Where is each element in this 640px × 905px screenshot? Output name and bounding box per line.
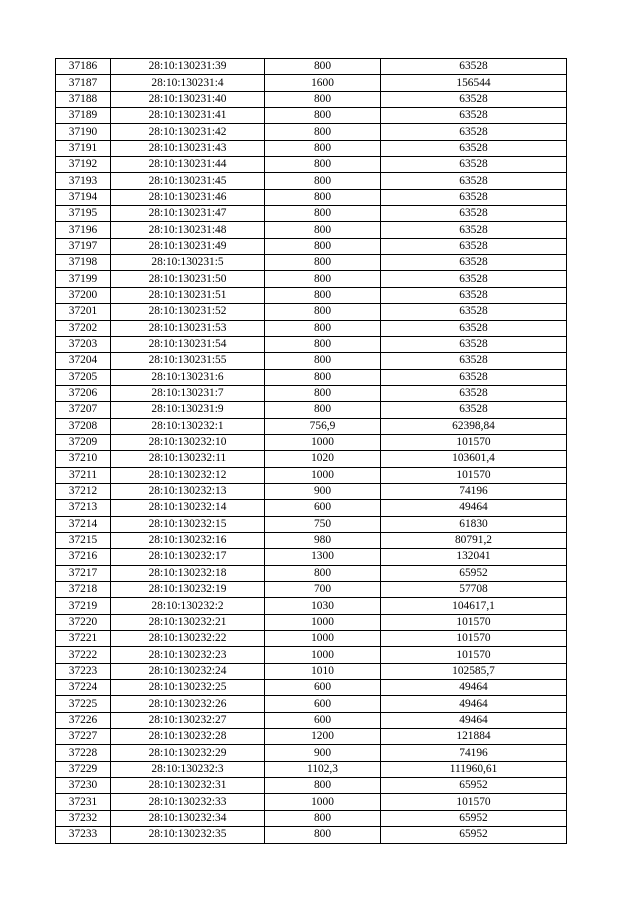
table-row — [56, 222, 567, 238]
table-row — [56, 59, 567, 75]
value-cell: 49464 — [381, 712, 567, 728]
value-cell: 63528 — [381, 206, 567, 222]
table-row — [56, 778, 567, 794]
area-cell: 700 — [265, 582, 381, 598]
cadastral-number-cell: 28:10:130231:40 — [111, 91, 265, 107]
area-cell: 1102,3 — [265, 761, 381, 777]
row-number-cell: 37226 — [56, 712, 111, 728]
row-number-cell: 37201 — [56, 304, 111, 320]
value-cell: 156544 — [381, 75, 567, 91]
table-row — [56, 680, 567, 696]
table-row — [56, 500, 567, 516]
row-number-cell: 37222 — [56, 647, 111, 663]
area-cell: 1020 — [265, 451, 381, 467]
table-row — [56, 582, 567, 598]
table-row — [56, 91, 567, 107]
row-number-cell: 37232 — [56, 810, 111, 826]
cadastral-number-cell: 28:10:130232:15 — [111, 516, 265, 532]
row-number-cell: 37229 — [56, 761, 111, 777]
row-number-cell: 37224 — [56, 680, 111, 696]
table-row — [56, 810, 567, 826]
area-cell: 800 — [265, 385, 381, 401]
table-row — [56, 287, 567, 303]
value-cell: 63528 — [381, 287, 567, 303]
value-cell: 104617,1 — [381, 598, 567, 614]
cadastral-number-cell: 28:10:130232:26 — [111, 696, 265, 712]
table-row — [56, 712, 567, 728]
row-number-cell: 37228 — [56, 745, 111, 761]
cadastral-number-cell: 28:10:130231:55 — [111, 353, 265, 369]
value-cell: 132041 — [381, 549, 567, 565]
area-cell: 800 — [265, 124, 381, 140]
row-number-cell: 37186 — [56, 59, 111, 75]
table-row — [56, 647, 567, 663]
row-number-cell: 37199 — [56, 271, 111, 287]
table-row — [56, 483, 567, 499]
value-cell: 103601,4 — [381, 451, 567, 467]
value-cell: 63528 — [381, 336, 567, 352]
row-number-cell: 37194 — [56, 189, 111, 205]
area-cell: 750 — [265, 516, 381, 532]
area-cell: 756,9 — [265, 418, 381, 434]
area-cell: 800 — [265, 59, 381, 75]
row-number-cell: 37205 — [56, 369, 111, 385]
area-cell: 800 — [265, 222, 381, 238]
cadastral-number-cell: 28:10:130231:46 — [111, 189, 265, 205]
value-cell: 63528 — [381, 385, 567, 401]
area-cell: 900 — [265, 483, 381, 499]
cadastral-number-cell: 28:10:130231:44 — [111, 157, 265, 173]
data-table — [55, 58, 567, 844]
value-cell: 63528 — [381, 402, 567, 418]
area-cell: 1000 — [265, 631, 381, 647]
row-number-cell: 37219 — [56, 598, 111, 614]
table-row — [56, 516, 567, 532]
area-cell: 800 — [265, 402, 381, 418]
value-cell: 63528 — [381, 353, 567, 369]
value-cell: 49464 — [381, 500, 567, 516]
value-cell: 101570 — [381, 631, 567, 647]
cadastral-number-cell: 28:10:130231:5 — [111, 255, 265, 271]
table-row — [56, 271, 567, 287]
row-number-cell: 37193 — [56, 173, 111, 189]
area-cell: 1000 — [265, 467, 381, 483]
cadastral-number-cell: 28:10:130231:39 — [111, 59, 265, 75]
table-row — [56, 304, 567, 320]
area-cell: 800 — [265, 255, 381, 271]
value-cell: 102585,7 — [381, 663, 567, 679]
value-cell: 63528 — [381, 124, 567, 140]
area-cell: 980 — [265, 532, 381, 548]
table-row — [56, 189, 567, 205]
table-row — [56, 451, 567, 467]
table-row — [56, 434, 567, 450]
table-row — [56, 467, 567, 483]
value-cell: 62398,84 — [381, 418, 567, 434]
value-cell: 74196 — [381, 483, 567, 499]
cadastral-number-cell: 28:10:130231:45 — [111, 173, 265, 189]
row-number-cell: 37212 — [56, 483, 111, 499]
row-number-cell: 37211 — [56, 467, 111, 483]
value-cell: 101570 — [381, 467, 567, 483]
cadastral-number-cell: 28:10:130231:6 — [111, 369, 265, 385]
area-cell: 600 — [265, 696, 381, 712]
row-number-cell: 37218 — [56, 582, 111, 598]
area-cell: 800 — [265, 189, 381, 205]
table-row — [56, 729, 567, 745]
cadastral-number-cell: 28:10:130231:48 — [111, 222, 265, 238]
value-cell: 65952 — [381, 810, 567, 826]
cadastral-number-cell: 28:10:130232:25 — [111, 680, 265, 696]
area-cell: 1010 — [265, 663, 381, 679]
area-cell: 800 — [265, 369, 381, 385]
row-number-cell: 37203 — [56, 336, 111, 352]
cadastral-number-cell: 28:10:130231:51 — [111, 287, 265, 303]
table-row — [56, 385, 567, 401]
cadastral-number-cell: 28:10:130231:52 — [111, 304, 265, 320]
area-cell: 800 — [265, 304, 381, 320]
value-cell: 65952 — [381, 827, 567, 843]
cadastral-number-cell: 28:10:130232:28 — [111, 729, 265, 745]
row-number-cell: 37216 — [56, 549, 111, 565]
area-cell: 600 — [265, 712, 381, 728]
value-cell: 57708 — [381, 582, 567, 598]
cadastral-number-cell: 28:10:130231:47 — [111, 206, 265, 222]
area-cell: 800 — [265, 353, 381, 369]
row-number-cell: 37190 — [56, 124, 111, 140]
cadastral-number-cell: 28:10:130232:24 — [111, 663, 265, 679]
cadastral-number-cell: 28:10:130231:53 — [111, 320, 265, 336]
table-row — [56, 794, 567, 810]
value-cell: 63528 — [381, 59, 567, 75]
row-number-cell: 37217 — [56, 565, 111, 581]
area-cell: 800 — [265, 320, 381, 336]
value-cell: 111960,61 — [381, 761, 567, 777]
table-row — [56, 663, 567, 679]
row-number-cell: 37204 — [56, 353, 111, 369]
table-row — [56, 206, 567, 222]
table-row — [56, 696, 567, 712]
area-cell: 1600 — [265, 75, 381, 91]
value-cell: 63528 — [381, 304, 567, 320]
row-number-cell: 37198 — [56, 255, 111, 271]
area-cell: 1000 — [265, 434, 381, 450]
row-number-cell: 37207 — [56, 402, 111, 418]
value-cell: 80791,2 — [381, 532, 567, 548]
cadastral-number-cell: 28:10:130232:22 — [111, 631, 265, 647]
area-cell: 800 — [265, 91, 381, 107]
area-cell: 1000 — [265, 614, 381, 630]
row-number-cell: 37202 — [56, 320, 111, 336]
row-number-cell: 37215 — [56, 532, 111, 548]
area-cell: 900 — [265, 745, 381, 761]
row-number-cell: 37189 — [56, 108, 111, 124]
value-cell: 49464 — [381, 680, 567, 696]
value-cell: 63528 — [381, 222, 567, 238]
table-row — [56, 75, 567, 91]
cadastral-number-cell: 28:10:130232:27 — [111, 712, 265, 728]
table-row — [56, 140, 567, 156]
cadastral-number-cell: 28:10:130232:18 — [111, 565, 265, 581]
row-number-cell: 37210 — [56, 451, 111, 467]
table-row — [56, 108, 567, 124]
area-cell: 800 — [265, 810, 381, 826]
table-row — [56, 745, 567, 761]
cadastral-number-cell: 28:10:130232:29 — [111, 745, 265, 761]
row-number-cell: 37188 — [56, 91, 111, 107]
table-row — [56, 336, 567, 352]
row-number-cell: 37208 — [56, 418, 111, 434]
area-cell: 800 — [265, 827, 381, 843]
value-cell: 63528 — [381, 271, 567, 287]
table-row — [56, 353, 567, 369]
table-body — [56, 59, 567, 844]
value-cell: 63528 — [381, 320, 567, 336]
row-number-cell: 37233 — [56, 827, 111, 843]
area-cell: 800 — [265, 238, 381, 254]
row-number-cell: 37223 — [56, 663, 111, 679]
table-row — [56, 418, 567, 434]
row-number-cell: 37230 — [56, 778, 111, 794]
table-row — [56, 565, 567, 581]
value-cell: 65952 — [381, 778, 567, 794]
cadastral-number-cell: 28:10:130232:23 — [111, 647, 265, 663]
cadastral-number-cell: 28:10:130232:11 — [111, 451, 265, 467]
row-number-cell: 37195 — [56, 206, 111, 222]
table-row — [56, 238, 567, 254]
table-row — [56, 827, 567, 843]
cadastral-number-cell: 28:10:130231:4 — [111, 75, 265, 91]
row-number-cell: 37220 — [56, 614, 111, 630]
cadastral-number-cell: 28:10:130231:49 — [111, 238, 265, 254]
area-cell: 800 — [265, 173, 381, 189]
area-cell: 800 — [265, 157, 381, 173]
table-row — [56, 549, 567, 565]
value-cell: 101570 — [381, 614, 567, 630]
cadastral-number-cell: 28:10:130232:14 — [111, 500, 265, 516]
value-cell: 63528 — [381, 108, 567, 124]
cadastral-number-cell: 28:10:130232:13 — [111, 483, 265, 499]
area-cell: 600 — [265, 680, 381, 696]
area-cell: 1300 — [265, 549, 381, 565]
cadastral-number-cell: 28:10:130232:31 — [111, 778, 265, 794]
value-cell: 63528 — [381, 157, 567, 173]
row-number-cell: 37227 — [56, 729, 111, 745]
value-cell: 49464 — [381, 696, 567, 712]
cadastral-number-cell: 28:10:130232:21 — [111, 614, 265, 630]
cadastral-number-cell: 28:10:130231:9 — [111, 402, 265, 418]
cadastral-number-cell: 28:10:130232:1 — [111, 418, 265, 434]
value-cell: 63528 — [381, 173, 567, 189]
area-cell: 800 — [265, 565, 381, 581]
value-cell: 74196 — [381, 745, 567, 761]
row-number-cell: 37231 — [56, 794, 111, 810]
area-cell: 800 — [265, 778, 381, 794]
table-row — [56, 761, 567, 777]
row-number-cell: 37196 — [56, 222, 111, 238]
table-row — [56, 598, 567, 614]
cadastral-number-cell: 28:10:130231:7 — [111, 385, 265, 401]
table-row — [56, 402, 567, 418]
area-cell: 800 — [265, 108, 381, 124]
value-cell: 61830 — [381, 516, 567, 532]
row-number-cell: 37221 — [56, 631, 111, 647]
area-cell: 800 — [265, 206, 381, 222]
value-cell: 63528 — [381, 238, 567, 254]
row-number-cell: 37192 — [56, 157, 111, 173]
row-number-cell: 37225 — [56, 696, 111, 712]
table-row — [56, 124, 567, 140]
area-cell: 1030 — [265, 598, 381, 614]
table-row — [56, 532, 567, 548]
cadastral-number-cell: 28:10:130232:34 — [111, 810, 265, 826]
value-cell: 63528 — [381, 140, 567, 156]
table-row — [56, 614, 567, 630]
cadastral-number-cell: 28:10:130232:10 — [111, 434, 265, 450]
value-cell: 63528 — [381, 189, 567, 205]
cadastral-number-cell: 28:10:130232:16 — [111, 532, 265, 548]
value-cell: 63528 — [381, 91, 567, 107]
cadastral-number-cell: 28:10:130232:12 — [111, 467, 265, 483]
area-cell: 800 — [265, 140, 381, 156]
table-row — [56, 157, 567, 173]
table-row — [56, 320, 567, 336]
cadastral-number-cell: 28:10:130232:35 — [111, 827, 265, 843]
value-cell: 63528 — [381, 369, 567, 385]
area-cell: 1000 — [265, 647, 381, 663]
cadastral-number-cell: 28:10:130231:43 — [111, 140, 265, 156]
area-cell: 1000 — [265, 794, 381, 810]
area-cell: 800 — [265, 271, 381, 287]
area-cell: 800 — [265, 336, 381, 352]
row-number-cell: 37206 — [56, 385, 111, 401]
cadastral-number-cell: 28:10:130232:33 — [111, 794, 265, 810]
row-number-cell: 37213 — [56, 500, 111, 516]
value-cell: 63528 — [381, 255, 567, 271]
row-number-cell: 37191 — [56, 140, 111, 156]
area-cell: 800 — [265, 287, 381, 303]
row-number-cell: 37197 — [56, 238, 111, 254]
value-cell: 65952 — [381, 565, 567, 581]
cadastral-number-cell: 28:10:130231:41 — [111, 108, 265, 124]
value-cell: 121884 — [381, 729, 567, 745]
row-number-cell: 37200 — [56, 287, 111, 303]
cadastral-number-cell: 28:10:130231:42 — [111, 124, 265, 140]
table-row — [56, 369, 567, 385]
table-row — [56, 631, 567, 647]
cadastral-number-cell: 28:10:130232:19 — [111, 582, 265, 598]
cadastral-number-cell: 28:10:130232:17 — [111, 549, 265, 565]
cadastral-number-cell: 28:10:130231:54 — [111, 336, 265, 352]
value-cell: 101570 — [381, 647, 567, 663]
area-cell: 1200 — [265, 729, 381, 745]
area-cell: 600 — [265, 500, 381, 516]
row-number-cell: 37187 — [56, 75, 111, 91]
cadastral-number-cell: 28:10:130232:3 — [111, 761, 265, 777]
row-number-cell: 37209 — [56, 434, 111, 450]
cadastral-number-cell: 28:10:130231:50 — [111, 271, 265, 287]
cadastral-number-cell: 28:10:130232:2 — [111, 598, 265, 614]
table-row — [56, 255, 567, 271]
value-cell: 101570 — [381, 794, 567, 810]
value-cell: 101570 — [381, 434, 567, 450]
table-row — [56, 173, 567, 189]
row-number-cell: 37214 — [56, 516, 111, 532]
